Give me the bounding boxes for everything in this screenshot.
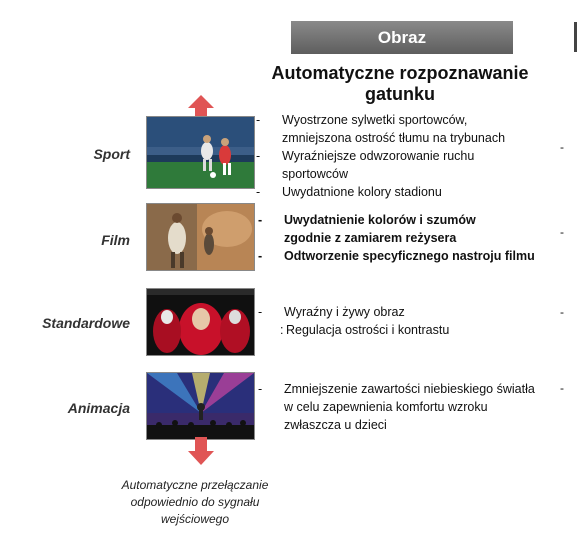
film-thumbnail bbox=[146, 203, 255, 271]
bullet-dash: - bbox=[256, 185, 261, 199]
arrow-down-icon bbox=[188, 437, 214, 465]
edge-dash: - bbox=[560, 381, 564, 395]
category-label-film: Film bbox=[101, 232, 130, 248]
bullet-dash: - bbox=[258, 305, 263, 319]
list-item bbox=[258, 247, 558, 265]
main-title-line2: gatunku bbox=[365, 84, 435, 104]
bullet-line: Odtworzenie specyficznego nastroju filmu bbox=[284, 249, 535, 263]
list-item bbox=[256, 183, 556, 201]
bottom-caption bbox=[110, 477, 280, 528]
bullet-line: Zmniejszenie zawartości niebieskiego światła bbox=[284, 382, 535, 396]
animation-bullet-list bbox=[258, 380, 558, 434]
list-item bbox=[258, 321, 548, 339]
header-bar bbox=[291, 21, 513, 54]
category-label-standard: Standardowe bbox=[42, 315, 130, 331]
bullet-line: Uwydatnienie kolorów i szumów bbox=[284, 213, 476, 227]
bullet-line: Wyostrzone sylwetki sportowców, bbox=[282, 113, 468, 127]
edge-dash: - bbox=[560, 225, 564, 239]
bullet-dash: : bbox=[280, 323, 284, 337]
edge-dash: - bbox=[560, 140, 564, 154]
caption-line: odpowiednio do sygnału bbox=[130, 495, 260, 509]
sport-bullet-list bbox=[256, 111, 556, 201]
bullet-line: zmniejszona ostrość tłumu na trybunach bbox=[282, 131, 506, 145]
sport-thumbnail bbox=[146, 116, 255, 189]
bullet-line: Wyraźniejsze odwzorowanie ruchu bbox=[282, 149, 475, 163]
standard-bullet-list bbox=[258, 303, 548, 339]
main-title bbox=[250, 63, 550, 105]
bullet-line: w celu zapewnienia komfortu wzroku bbox=[284, 400, 488, 414]
bullet-line: Wyraźny i żywy obraz bbox=[284, 305, 405, 319]
bullet-line: zgodnie z zamiarem reżysera bbox=[284, 231, 457, 245]
bullet-dash: - bbox=[258, 213, 263, 227]
film-bullet-list bbox=[258, 211, 558, 265]
bullet-line: Uwydatnione kolory stadionu bbox=[282, 185, 442, 199]
bullet-dash: - bbox=[258, 382, 263, 396]
list-item bbox=[256, 147, 556, 183]
bullet-dash: - bbox=[256, 113, 261, 127]
edge-divider bbox=[574, 22, 577, 52]
header-title: Obraz bbox=[377, 27, 427, 47]
category-label-animation: Animacja bbox=[67, 400, 130, 416]
standard-thumbnail bbox=[146, 288, 255, 356]
main-title-line1: Automatyczne rozpoznawanie bbox=[271, 63, 529, 83]
bullet-line: zwłaszcza u dzieci bbox=[284, 418, 387, 432]
bullet-dash: - bbox=[256, 149, 261, 163]
animation-thumbnail bbox=[146, 372, 255, 440]
list-item bbox=[258, 303, 548, 321]
list-item bbox=[256, 111, 556, 147]
list-item bbox=[258, 380, 558, 434]
edge-dash: - bbox=[560, 305, 564, 319]
category-label-sport: Sport bbox=[93, 146, 130, 162]
list-item bbox=[258, 211, 558, 247]
caption-line: wejściowego bbox=[160, 512, 230, 526]
bullet-line: Regulacja ostrości i kontrastu bbox=[286, 323, 450, 337]
bullet-line: sportowców bbox=[282, 167, 348, 181]
caption-line: Automatyczne przełączanie bbox=[121, 478, 269, 492]
bullet-dash: - bbox=[258, 249, 263, 263]
